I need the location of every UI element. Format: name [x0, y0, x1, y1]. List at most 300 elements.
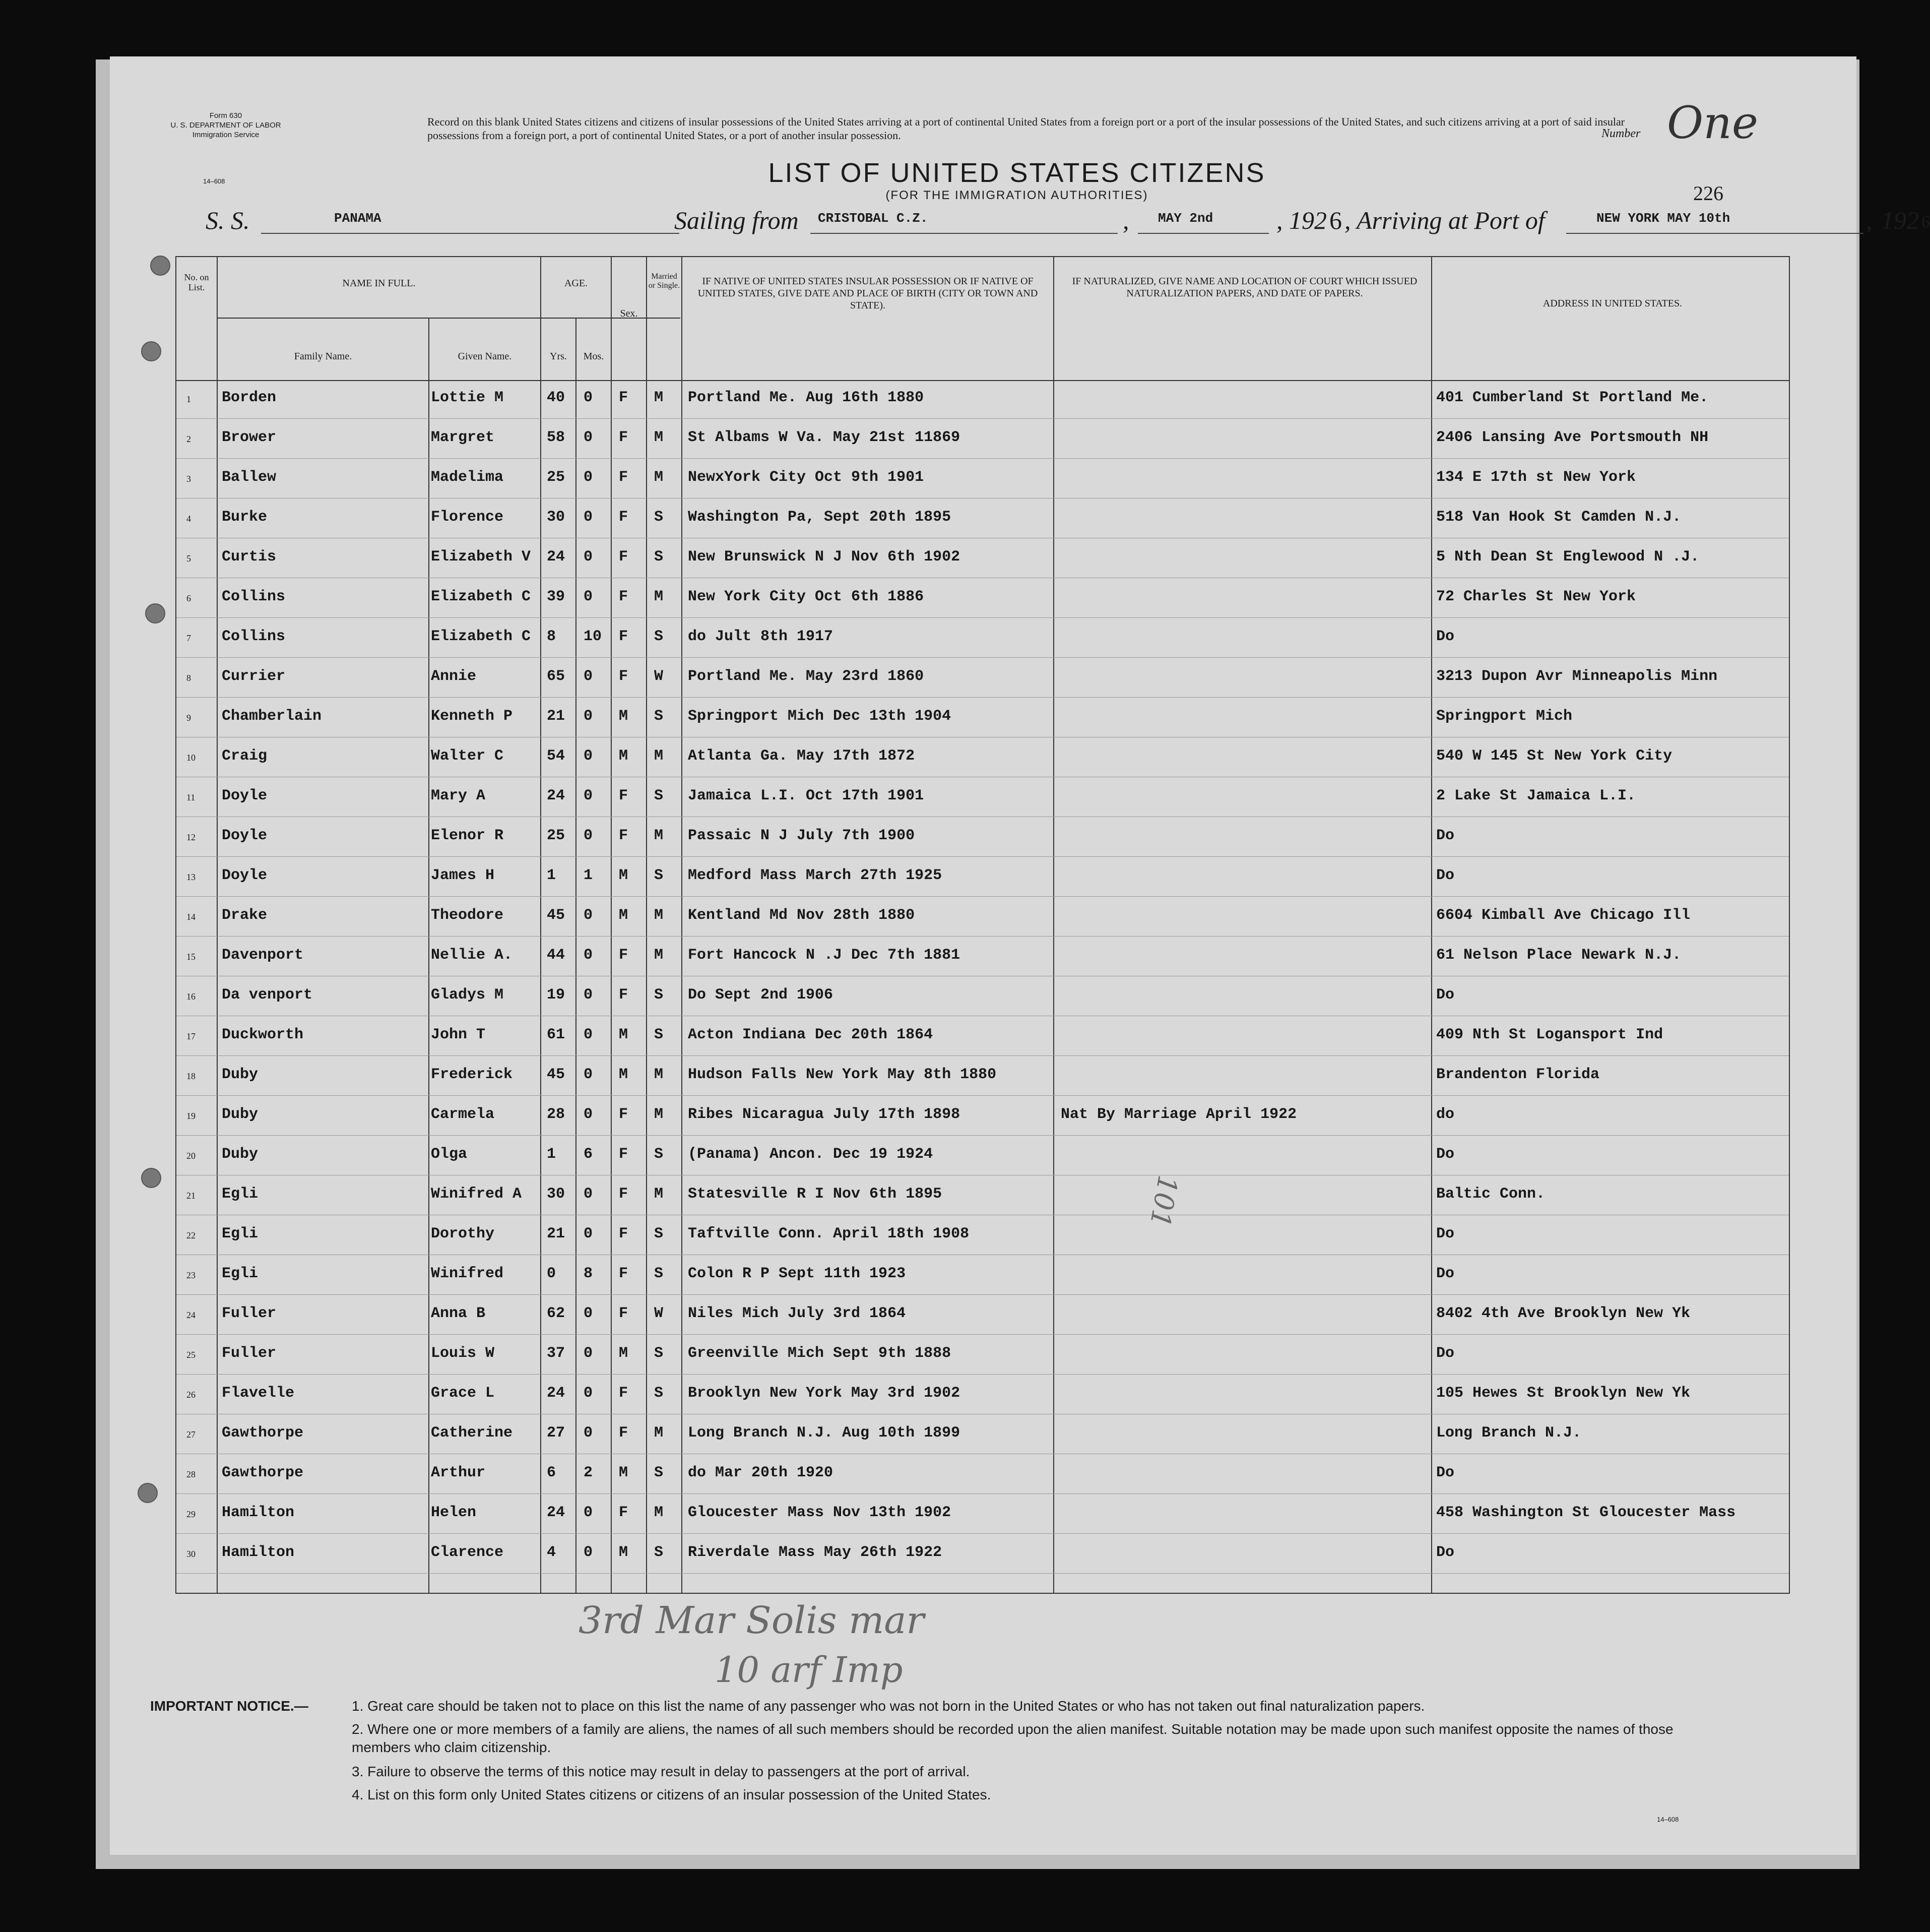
- given-name: Theodore: [431, 907, 504, 924]
- row-number: 10: [186, 753, 196, 763]
- row-number: 21: [186, 1191, 196, 1201]
- marital-status: M: [654, 1066, 664, 1083]
- age-months: 0: [584, 708, 593, 725]
- row-number: 23: [186, 1270, 196, 1280]
- year-prefix-to: 192: [1881, 206, 1919, 234]
- row-number: 20: [186, 1151, 196, 1161]
- year-to-digit: 6: [1921, 213, 1930, 231]
- sex: M: [619, 867, 628, 884]
- given-name: Kenneth P: [431, 708, 513, 725]
- marital-status: M: [654, 1186, 664, 1203]
- age-years: 39: [547, 588, 565, 605]
- table-row: [176, 668, 1789, 698]
- family-name: Doyle: [222, 867, 268, 884]
- birth-place-date: New York City Oct 6th 1886: [688, 588, 924, 605]
- col-header-naturalized: IF NATURALIZED, GIVE NAME AND LOCATION OF COURT WHICH ISSUED NATURALIZATION PAPERS, AND DATE OF PAPERS.: [1072, 276, 1418, 299]
- table-row: [176, 867, 1789, 897]
- family-name: Flavelle: [222, 1385, 295, 1402]
- age-months: 0: [584, 907, 593, 924]
- notice-lead: IMPORTANT NOTICE.—: [150, 1698, 308, 1714]
- sex: M: [619, 1544, 628, 1561]
- row-number: 29: [186, 1509, 196, 1519]
- age-years: 62: [547, 1305, 565, 1322]
- age-months: 0: [584, 509, 593, 526]
- age-months: 0: [584, 389, 593, 406]
- age-years: 28: [547, 1106, 565, 1123]
- given-name: James H: [431, 867, 495, 884]
- birth-place-date: Fort Hancock N .J Dec 7th 1881: [688, 947, 960, 964]
- table-row: [176, 747, 1789, 778]
- birth-place-date: Passaic N J July 7th 1900: [688, 827, 915, 844]
- age-years: 21: [547, 708, 565, 725]
- us-address: do: [1436, 1106, 1455, 1123]
- us-address: Brandenton Florida: [1436, 1066, 1600, 1083]
- row-number: 6: [186, 593, 191, 603]
- birth-place-date: Medford Mass March 27th 1925: [688, 867, 942, 884]
- marital-status: M: [654, 588, 664, 605]
- handwritten-note: 3rd Mar Solis mar: [578, 1599, 924, 1642]
- age-months: 0: [584, 548, 593, 566]
- family-name: Doyle: [222, 787, 268, 804]
- birth-place-date: do Jult 8th 1917: [688, 628, 833, 645]
- row-number: 14: [186, 912, 196, 922]
- sex: F: [619, 827, 628, 844]
- marital-status: S: [654, 628, 664, 645]
- family-name: Duby: [222, 1106, 259, 1123]
- given-name: Carmela: [431, 1106, 495, 1123]
- row-number: 28: [186, 1469, 196, 1479]
- sex: F: [619, 1385, 628, 1402]
- marital-status: S: [654, 1026, 664, 1043]
- sex: M: [619, 1026, 628, 1043]
- table-row: [176, 827, 1789, 857]
- birth-place-date: Gloucester Mass Nov 13th 1902: [688, 1504, 951, 1521]
- given-name: Olga: [431, 1146, 468, 1163]
- age-years: 45: [547, 907, 565, 924]
- age-years: 24: [547, 1504, 565, 1521]
- family-name: Ballew: [222, 469, 277, 486]
- handwritten-note: 10 arf Imp: [715, 1649, 903, 1691]
- given-name: Florence: [431, 509, 504, 526]
- row-number: 27: [186, 1429, 196, 1440]
- age-years: 24: [547, 548, 565, 566]
- age-years: 8: [547, 628, 556, 645]
- birth-place-date: Long Branch N.J. Aug 10th 1899: [688, 1424, 960, 1442]
- col-header-given: Given Name.: [458, 351, 512, 362]
- age-months: 0: [584, 1186, 593, 1203]
- age-months: 0: [584, 1106, 593, 1123]
- birth-place-date: Taftville Conn. April 18th 1908: [688, 1225, 970, 1242]
- us-address: 2406 Lansing Ave Portsmouth NH: [1436, 429, 1709, 446]
- us-address: 105 Hewes St Brooklyn New Yk: [1436, 1385, 1691, 1402]
- us-address: Do: [1436, 1146, 1455, 1163]
- given-name: Winifred A: [431, 1186, 522, 1203]
- sex: F: [619, 986, 628, 1004]
- ss-label: S. S.: [206, 206, 250, 234]
- col-header-family: Family Name.: [294, 351, 352, 362]
- marital-status: M: [654, 827, 664, 844]
- sex: F: [619, 1504, 628, 1521]
- marital-status: S: [654, 986, 664, 1004]
- given-name: Frederick: [431, 1066, 513, 1083]
- us-address: 409 Nth St Logansport Ind: [1436, 1026, 1663, 1043]
- birth-place-date: Springport Mich Dec 13th 1904: [688, 708, 951, 725]
- given-name: Madelima: [431, 469, 504, 486]
- family-name: Gawthorpe: [222, 1424, 304, 1442]
- age-months: 0: [584, 429, 593, 446]
- row-number: 26: [186, 1390, 196, 1400]
- page-number: 226: [1693, 182, 1723, 205]
- row-number: 19: [186, 1111, 196, 1121]
- row-number: 24: [186, 1310, 196, 1320]
- us-address: Do: [1436, 827, 1455, 844]
- age-years: 61: [547, 1026, 565, 1043]
- us-address: Do: [1436, 867, 1455, 884]
- sex: M: [619, 708, 628, 725]
- number-label: Number: [1601, 127, 1641, 140]
- table-row: [176, 1305, 1789, 1335]
- table-row: [176, 1186, 1789, 1216]
- family-name: Egli: [222, 1186, 259, 1203]
- age-years: 44: [547, 947, 565, 964]
- punch-hole: [141, 1168, 161, 1188]
- birth-place-date: Colon R P Sept 11th 1923: [688, 1265, 906, 1282]
- birth-place-date: St Albams W Va. May 21st 11869: [688, 429, 960, 446]
- family-name: Fuller: [222, 1305, 277, 1322]
- age-years: 6: [547, 1464, 556, 1481]
- department-name: U. S. DEPARTMENT OF LABOR: [170, 121, 281, 130]
- marital-status: S: [654, 708, 664, 725]
- age-months: 0: [584, 1345, 593, 1362]
- us-address: Springport Mich: [1436, 708, 1573, 725]
- given-name: Clarence: [431, 1544, 504, 1561]
- family-name: Drake: [222, 907, 268, 924]
- family-name: Da venport: [222, 986, 313, 1004]
- birth-place-date: Statesville R I Nov 6th 1895: [688, 1186, 942, 1203]
- age-years: 21: [547, 1225, 565, 1242]
- row-number: 30: [186, 1549, 196, 1559]
- us-address: Do: [1436, 1544, 1455, 1561]
- notice-item: 4. List on this form only United States citizens or citizens of an insular possession of the United States.: [352, 1787, 991, 1802]
- sex: F: [619, 1265, 628, 1282]
- age-years: 58: [547, 429, 565, 446]
- us-address: Do: [1436, 1265, 1455, 1282]
- table-row: [176, 907, 1789, 937]
- marital-status: S: [654, 1225, 664, 1242]
- row-number: 9: [186, 713, 191, 723]
- row-number: 11: [186, 792, 196, 802]
- sex: F: [619, 548, 628, 566]
- given-name: Helen: [431, 1504, 477, 1521]
- family-name: Hamilton: [222, 1544, 295, 1561]
- birth-place-date: Portland Me. Aug 16th 1880: [688, 389, 924, 406]
- marital-status: M: [654, 1424, 664, 1442]
- family-name: Burke: [222, 509, 268, 526]
- table-row: [176, 469, 1789, 499]
- given-name: Gladys M: [431, 986, 504, 1004]
- rule: [810, 233, 1118, 234]
- us-address: Do: [1436, 1464, 1455, 1481]
- given-name: Walter C: [431, 747, 504, 765]
- sex: M: [619, 1066, 628, 1083]
- family-name: Hamilton: [222, 1504, 295, 1521]
- table-row: [176, 1464, 1789, 1494]
- birth-place-date: Niles Mich July 3rd 1864: [688, 1305, 906, 1322]
- col-header-age: AGE.: [564, 278, 588, 289]
- form-instructions: Record on this blank United States citizens and citizens of insular possessions of the United States arriving at a port of continental United States from a foreign port or a port of the insular possessions of the United States, and such citizens arriving at a port of said insular possessions from a foreign port, a port of continental United States, or a port of another insular possession.: [427, 115, 1625, 142]
- age-years: 24: [547, 1385, 565, 1402]
- notice-item: 3. Failure to observe the terms of this notice may result in delay to passengers at the port of arrival.: [352, 1764, 970, 1779]
- ship-name: PANAMA: [334, 211, 381, 226]
- col-header-address: ADDRESS IN UNITED STATES.: [1542, 298, 1683, 309]
- age-years: 65: [547, 668, 565, 685]
- birth-place-date: Jamaica L.I. Oct 17th 1901: [688, 787, 924, 804]
- age-years: 25: [547, 469, 565, 486]
- birth-place-date: Washington Pa, Sept 20th 1895: [688, 509, 951, 526]
- sex: M: [619, 1464, 628, 1481]
- family-name: Duckworth: [222, 1026, 304, 1043]
- us-address: 401 Cumberland St Portland Me.: [1436, 389, 1709, 406]
- family-name: Curtis: [222, 548, 277, 566]
- rule: [1138, 233, 1269, 234]
- us-address: Baltic Conn.: [1436, 1186, 1546, 1203]
- family-name: Currier: [222, 668, 286, 685]
- table-row: [176, 986, 1789, 1017]
- family-name: Collins: [222, 588, 286, 605]
- table-row: [176, 509, 1789, 539]
- port-to: NEW YORK MAY 10th: [1596, 211, 1730, 226]
- table-row: [176, 1265, 1789, 1295]
- birth-place-date: do Mar 20th 1920: [688, 1464, 833, 1481]
- age-years: 30: [547, 509, 565, 526]
- header-divider: [176, 380, 1789, 381]
- col-header-name: NAME IN FULL.: [342, 278, 416, 289]
- age-months: 0: [584, 1385, 593, 1402]
- sex: F: [619, 469, 628, 486]
- marital-status: S: [654, 1385, 664, 1402]
- sex: F: [619, 429, 628, 446]
- table-row: [176, 588, 1789, 618]
- age-months: 0: [584, 1066, 593, 1083]
- age-years: 30: [547, 1186, 565, 1203]
- age-months: 0: [584, 1305, 593, 1322]
- page-title: LIST OF UNITED STATES CITIZENS: [768, 158, 1266, 188]
- form-code: 14–608: [203, 177, 225, 185]
- punch-hole: [145, 603, 165, 624]
- age-months: 0: [584, 1504, 593, 1521]
- birth-place-date: Acton Indiana Dec 20th 1864: [688, 1026, 933, 1043]
- notice-item: 1. Great care should be taken not to place on this list the name of any passenger who was not born in the United States or who has not taken out final naturalization papers.: [352, 1698, 1425, 1714]
- marital-status: W: [654, 1305, 664, 1322]
- row-number: 16: [186, 991, 196, 1002]
- marital-status: W: [654, 668, 664, 685]
- row-number: 1: [186, 394, 191, 404]
- age-months: 0: [584, 747, 593, 765]
- table-row: [176, 1106, 1789, 1136]
- marital-status: S: [654, 1265, 664, 1282]
- sex: F: [619, 509, 628, 526]
- us-address: 3213 Dupon Avr Minneapolis Minn: [1436, 668, 1718, 685]
- punch-hole: [150, 256, 170, 276]
- given-name: Anna B: [431, 1305, 486, 1322]
- family-name: Gawthorpe: [222, 1464, 304, 1481]
- sex: F: [619, 1305, 628, 1322]
- table-row: [176, 1544, 1789, 1574]
- table-row: [176, 548, 1789, 579]
- age-years: 27: [547, 1424, 565, 1442]
- notice-item: 2. Where one or more members of a family are aliens, the names of all such members should be recorded upon the alien manifest. Suitable notation may be made upon such manifest opposite the names of those members who claim citizenship.: [352, 1721, 1674, 1755]
- row-number: 13: [186, 872, 196, 882]
- sex: M: [619, 1345, 628, 1362]
- age-months: 2: [584, 1464, 593, 1481]
- given-name: Louis W: [431, 1345, 495, 1362]
- arriving-label: , Arriving at Port of: [1344, 206, 1545, 234]
- port-from: CRISTOBAL C.Z.: [818, 211, 928, 226]
- page-subtitle: (FOR THE IMMIGRATION AUTHORITIES): [885, 189, 1148, 202]
- age-months: 0: [584, 469, 593, 486]
- given-name: Winifred: [431, 1265, 504, 1282]
- date-from: MAY 2nd: [1158, 211, 1213, 226]
- sex: F: [619, 1106, 628, 1123]
- row-number: 22: [186, 1230, 196, 1240]
- row-number: 4: [186, 514, 191, 524]
- year-from-digit: 6: [1329, 206, 1342, 234]
- age-months: 0: [584, 588, 593, 605]
- us-address: 458 Washington St Gloucester Mass: [1436, 1504, 1736, 1521]
- number-value: One: [1667, 97, 1758, 149]
- table-row: [176, 429, 1789, 459]
- age-years: 0: [547, 1265, 556, 1282]
- naturalization: Nat By Marriage April 1922: [1061, 1106, 1297, 1123]
- family-name: Egli: [222, 1225, 259, 1242]
- sex: M: [619, 907, 628, 924]
- birth-place-date: NewxYork City Oct 9th 1901: [688, 469, 924, 486]
- row-number: 18: [186, 1071, 196, 1081]
- rule: [1566, 233, 1863, 234]
- table-row: [176, 1225, 1789, 1256]
- table-row: [176, 389, 1789, 419]
- age-months: 0: [584, 1544, 593, 1561]
- punch-hole: [138, 1483, 158, 1503]
- sex: F: [619, 787, 628, 804]
- age-months: 0: [584, 787, 593, 804]
- age-years: 24: [547, 787, 565, 804]
- sex: F: [619, 1146, 628, 1163]
- sex: F: [619, 947, 628, 964]
- birth-place-date: Do Sept 2nd 1906: [688, 986, 833, 1004]
- age-years: 4: [547, 1544, 556, 1561]
- family-name: Borden: [222, 389, 277, 406]
- year-prefix: 192: [1289, 206, 1327, 234]
- row-number: 17: [186, 1031, 196, 1041]
- punch-hole: [141, 341, 161, 361]
- table-row: [176, 628, 1789, 658]
- marital-status: S: [654, 867, 664, 884]
- age-months: 8: [584, 1265, 593, 1282]
- age-years: 40: [547, 389, 565, 406]
- marital-status: S: [654, 1146, 664, 1163]
- marital-status: S: [654, 1544, 664, 1561]
- sex: F: [619, 1186, 628, 1203]
- family-name: Chamberlain: [222, 708, 322, 725]
- given-name: Elizabeth C: [431, 628, 531, 645]
- form-code-bottom: 14–608: [1657, 1816, 1679, 1823]
- service-name: Immigration Service: [192, 131, 260, 139]
- marital-status: M: [654, 389, 664, 406]
- row-number: 3: [186, 474, 191, 484]
- col-header-birth: IF NATIVE OF UNITED STATES INSULAR POSSESSION OR IF NATIVE OF UNITED STATES, GIVE DATE AND PLACE OF BIRTH (CITY OR TOWN AND STATE).: [697, 276, 1038, 311]
- marital-status: S: [654, 548, 664, 566]
- row-number: 15: [186, 952, 196, 962]
- given-name: John T: [431, 1026, 486, 1043]
- table-row: [176, 708, 1789, 738]
- marital-status: M: [654, 469, 664, 486]
- table-row: [176, 787, 1789, 818]
- table-row: [176, 947, 1789, 977]
- us-address: Do: [1436, 1225, 1455, 1242]
- marital-status: M: [654, 429, 664, 446]
- marital-status: M: [654, 1106, 664, 1123]
- age-months: 0: [584, 947, 593, 964]
- table-row: [176, 1504, 1789, 1534]
- marital-status: M: [654, 907, 664, 924]
- us-address: 134 E 17th st New York: [1436, 469, 1636, 486]
- age-years: 37: [547, 1345, 565, 1362]
- form-number: Form 630: [209, 111, 242, 120]
- col-header-sex: Sex.: [620, 308, 638, 319]
- age-months: 1: [584, 867, 593, 884]
- table-row: [176, 1345, 1789, 1375]
- given-name: Dorothy: [431, 1225, 495, 1242]
- age-months: 0: [584, 1225, 593, 1242]
- us-address: 2 Lake St Jamaica L.I.: [1436, 787, 1636, 804]
- sex: F: [619, 668, 628, 685]
- given-name: Grace L: [431, 1385, 495, 1402]
- table-row: [176, 1146, 1789, 1176]
- us-address: 518 Van Hook St Camden N.J.: [1436, 509, 1682, 526]
- passenger-table: [175, 256, 1790, 1594]
- given-name: Catherine: [431, 1424, 513, 1442]
- us-address: 8402 4th Ave Brooklyn New Yk: [1436, 1305, 1691, 1322]
- row-number: 7: [186, 633, 191, 643]
- marital-status: S: [654, 1464, 664, 1481]
- age-years: 25: [547, 827, 565, 844]
- us-address: 72 Charles St New York: [1436, 588, 1636, 605]
- table-row: [176, 1385, 1789, 1415]
- age-months: 0: [584, 986, 593, 1004]
- family-name: Davenport: [222, 947, 304, 964]
- given-name: Elizabeth V: [431, 548, 531, 566]
- col-header-no: No. on List.: [184, 272, 209, 292]
- age-years: 1: [547, 1146, 556, 1163]
- us-address: 6604 Kimball Ave Chicago Ill: [1436, 907, 1691, 924]
- us-address: Do: [1436, 1345, 1455, 1362]
- marital-status: S: [654, 509, 664, 526]
- row-number: 8: [186, 673, 191, 683]
- birth-place-date: New Brunswick N J Nov 6th 1902: [688, 548, 960, 566]
- family-name: Fuller: [222, 1345, 277, 1362]
- given-name: Elenor R: [431, 827, 504, 844]
- given-name: Margret: [431, 429, 495, 446]
- age-months: 6: [584, 1146, 593, 1163]
- us-address: Do: [1436, 628, 1455, 645]
- col-header-yrs: Yrs.: [550, 351, 567, 362]
- table-row: [176, 1026, 1789, 1056]
- form-identifier: [150, 111, 301, 140]
- birth-place-date: Riverdale Mass May 26th 1922: [688, 1544, 942, 1561]
- birth-place-date: Atlanta Ga. May 17th 1872: [688, 747, 915, 765]
- marital-status: M: [654, 747, 664, 765]
